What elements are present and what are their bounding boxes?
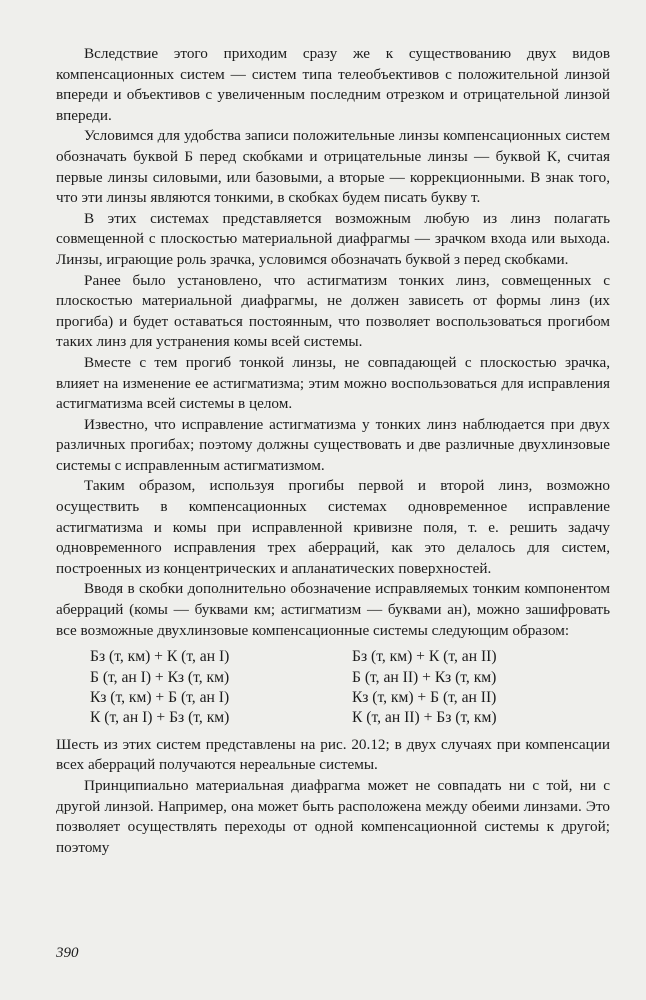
paragraph-5: Вместе с тем прогиб тонкой линзы, не совпадающей с плоскостью зрачка, влияет на изменение ее астигматизма; этим можно воспользоваться для исправления астигматизма всей системы в целом. (56, 353, 610, 413)
formula: Бз (т, км) + К (т, ан I) (90, 648, 230, 666)
paragraph-4: Ранее было установлено, что астигматизм тонких линз, совмещенных с плоскостью материальной диафрагмы, не должен зависеть от формы линз (их прогиба) и будет оставаться постоянным, что позволяет воспользоваться прогибом таких линз для устранения комы всей системы. (56, 271, 610, 351)
paragraph-1: Вследствие этого приходим сразу же к существованию двух видов компенсационных систем — систем типа телеобъективов с положительной линзой впереди и объективов с увеличенным последним отрезком и отрицательной линзой впереди. (56, 45, 610, 124)
formula: Кз (т, км) + Б (т, ан I) (90, 689, 230, 707)
formula: К (т, ан II) + Бз (т, км) (352, 709, 497, 727)
paragraph-8: Вводя в скобки дополнительно обозначение исправляемых тонким компонентом аберраций (комы — буквами км; астигматизм — буквами ан), можно зашифровать все возможные двухлинзовые компенсационные системы следующим образом: (56, 580, 610, 639)
paragraph-7: Таким образом, используя прогибы первой и второй линз, возможно осуществить в компенсационных системах одновременное исправление астигматизма и комы при исправленной кривизне поля, т. е. решить задачу одновременного исправления трех аберраций, как это делалось для систем, построенных из концентрических и апланатических поверхностей. (56, 477, 610, 577)
paragraph-last: Принципиально материальная диафрагма может не совпадать ни с той, ни с другой линзой. Например, она может быть расположена между обеими линзами. Это позволяет осуществлять переходы от одной компенсационной системы к другой; поэтому (56, 777, 610, 856)
formula-block (90, 647, 610, 729)
page-number: 390 (56, 945, 79, 961)
paragraph-6: Известно, что исправление астигматизма у тонких линз наблюдается при двух различных прогибах; поэтому должны существовать и две различные двухлинзовые системы с исправленным астигматизмом. (56, 415, 610, 474)
paragraph-2: Условимся для удобства записи положительные линзы компенсационных систем обозначать буквой Б перед скобками и отрицательные линзы — буквой К, считая первые линзы силовыми, или базовыми, а вторые — коррекционными. В знак того, что эти линзы являются тонкими, в скобках будем писать букву т. (56, 127, 610, 207)
formula: Кз (т, км) + Б (т, ан II) (352, 689, 497, 707)
formula: К (т, ан I) + Бз (т, км) (90, 709, 230, 727)
formula: Б (т, ан I) + Кз (т, км) (90, 668, 230, 686)
paragraph-3: В этих системах представляется возможным любую из линз полагать совмещенной с плоскостью материальной диафрагмы — зрачком входа или выхода. Линзы, играющие роль зрачка, условимся обозначать буквой з перед скобками. (56, 209, 610, 268)
paragraph-after-formulas: Шесть из этих систем представлены на рис. 20.12; в двух случаях при компенсации всех аберраций получаются нереальные системы. (56, 735, 610, 774)
formula: Б (т, ан II) + Кз (т, км) (352, 668, 497, 686)
formula: Бз (т, км) + К (т, ан II) (352, 648, 497, 666)
